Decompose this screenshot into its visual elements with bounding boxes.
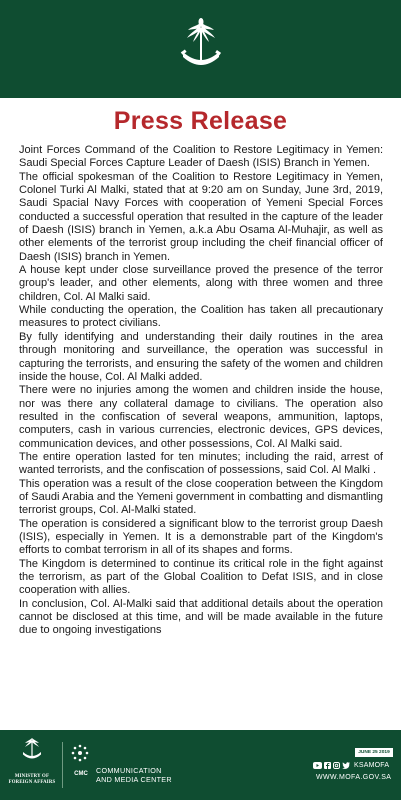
page-title: Press Release bbox=[113, 107, 288, 135]
youtube-icon[interactable] bbox=[313, 762, 322, 769]
ministry-line-1: MINISTRY OF bbox=[14, 774, 50, 779]
cmc-label: CMC bbox=[74, 771, 88, 777]
paragraph: This operation was a result of the close cooperation between the Kingdom of Saudi Arabia and the Yemeni government in combatting and dismantling terrorist groups, Col. Al-Malki stated. bbox=[19, 477, 383, 517]
press-release-body bbox=[19, 144, 383, 638]
center-line-1: COMMUNICATION bbox=[96, 766, 162, 775]
website-url[interactable]: WWW.MOFA.GOV.SA bbox=[316, 774, 392, 781]
paragraph: A house kept under close surveillance proved the presence of the terror group's leader, and other elements, along with three women and three children, Col. Al Malki said. bbox=[19, 264, 383, 303]
instagram-icon[interactable] bbox=[333, 762, 340, 769]
paragraph: Joint Forces Command of the Coalition to Restore Legitimacy in Yemen: Saudi Special Forces Capture Leader of Daesh (ISIS) Branch in Yemen. bbox=[19, 144, 383, 170]
paragraph: The operation is considered a significant blow to the terrorist group Daesh (ISIS), especially in Yemen. It is a demonstrable part of the Kingdom's efforts to combat terrorism in all of its shapes and forms. bbox=[19, 517, 383, 557]
paragraph: The Kingdom is determined to continue its critical role in the fight against the terrorism, as part of the Global Coalition to Defat ISIS, and in close cooperation with allies. bbox=[19, 557, 383, 597]
twitter-icon[interactable] bbox=[342, 762, 350, 769]
facebook-icon[interactable] bbox=[324, 762, 331, 769]
cmc-logo-icon bbox=[71, 744, 89, 762]
palm-swords-emblem-icon bbox=[178, 18, 224, 78]
media-center-name bbox=[96, 766, 172, 784]
date-badge: JUNE 25 2019 bbox=[355, 748, 393, 757]
paragraph: By fully identifying and understanding their daily routines in the area through monitoring and surveillance, the operation was successful in capturing the terrorists, and ensuring the safety of the women and children inside the house, Col. Al Malki added. bbox=[19, 330, 383, 383]
paragraph: The entire operation lasted for ten minutes; including the raid, arrest of wanted terrorists, and the confiscation of possessions, said Col. Al Malki . bbox=[19, 450, 383, 477]
paragraph: The official spokesman of the Coalition to Restore Legitimacy in Yemen, Colonel Turki Al Malki, stated that at 9:20 am on Sunday, June 3rd, 2019, Saudi Spacial Navy Forces with cooperation of Yemeni Special Forces conducted a successful operation that resulted in the capture of the leader of Daesh (ISIS) branch in Yemen, a.k.a Abu Osama Al-Muhajir, as well as other elements of the terrorist group including the cheif financial officer of Daesh (ISIS) branch in Yemen. bbox=[19, 170, 383, 263]
header-banner bbox=[0, 0, 401, 98]
ministry-name bbox=[6, 774, 58, 785]
footer-divider bbox=[62, 742, 63, 788]
social-handle: KSAMOFA bbox=[354, 761, 390, 769]
center-line-2: AND MEDIA CENTER bbox=[96, 775, 172, 784]
paragraph: In conclusion, Col. Al-Malki said that additional details about the operation cannot be disclosed at this time, and will be made available in the future due to ongoing investigations bbox=[19, 597, 383, 637]
paragraph: While conducting the operation, the Coalition has taken all precautionary measures to protect civilians. bbox=[19, 304, 383, 330]
social-links bbox=[313, 760, 389, 770]
footer-banner bbox=[0, 730, 401, 800]
ministry-line-2: FOREIGN AFFAIRS bbox=[8, 779, 56, 785]
paragraph: There were no injuries among the women and children inside the house, nor was there any collateral damage to civilians. The operation also resulted in the confiscation of several weapons, ammunition, laptops, computers, cash in various currencies, electronic devices, GPS devices, communication devices, and other possessions, Col. Al Malki said. bbox=[19, 384, 383, 450]
ministry-emblem-icon bbox=[20, 736, 44, 764]
